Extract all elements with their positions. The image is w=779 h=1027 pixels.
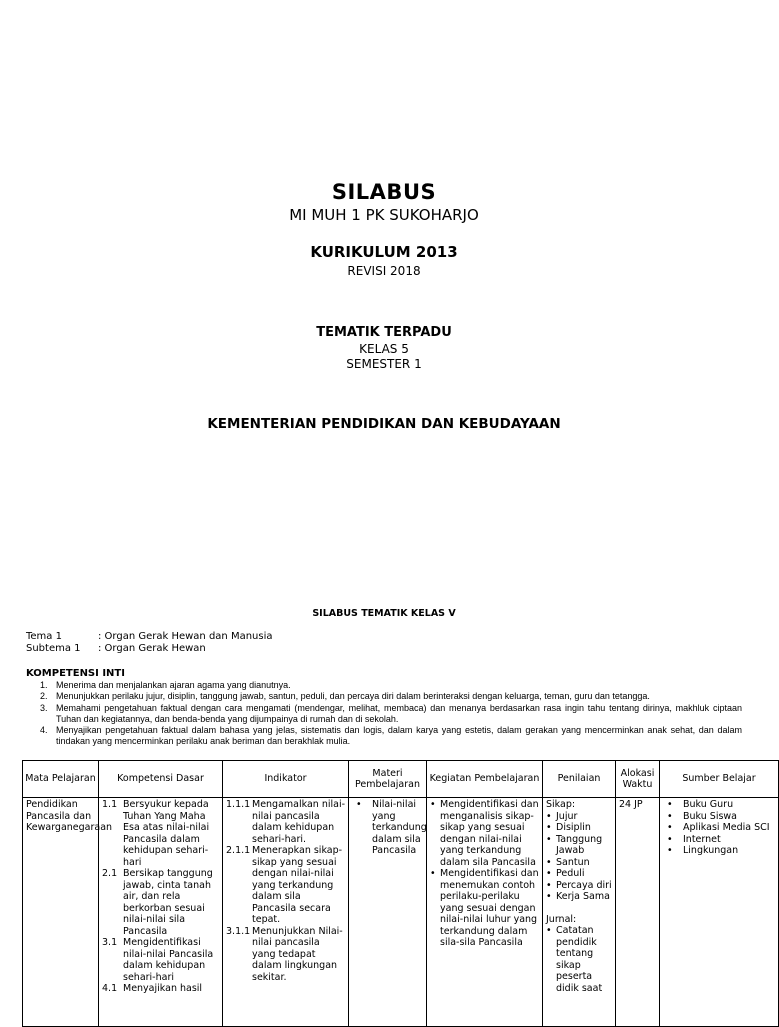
sumber-item	[663, 799, 775, 811]
kd-number: 4.1	[102, 983, 118, 994]
bullet-icon: •	[430, 799, 436, 810]
header-kompetensi-dasar: Kompetensi Dasar	[99, 761, 223, 798]
kd-item	[102, 868, 219, 937]
ki-item	[26, 691, 742, 702]
ki-text: Memahami pengetahuan faktual dengan cara mengamati (mendengar, melihat, membaca) dan menanya berdasarkan rasa ingin tahu tentang dirinya, makhluk ciptaan Tuhan dan kegiatannya, dan benda-benda yang dijumpainya di rumah dan di sekolah.	[56, 702, 742, 724]
sikap-text: Jujur	[556, 810, 578, 822]
kd-text: Mengidentifikasi nilai-nilai Pancasila dalam kehidupan sehari-hari	[123, 937, 214, 983]
bullet-icon: •	[546, 856, 552, 868]
bullet-icon: •	[667, 810, 673, 822]
cell-kegiatan	[427, 798, 543, 1027]
indikator-text: Menerapkan sikap-sikap yang sesuai dengan nilai-nilai yang terkandung dalam sila Pancasila secara tepat.	[252, 845, 343, 925]
sikap-label: Sikap:	[546, 799, 576, 810]
syllabus-table	[22, 760, 779, 1027]
ki-item	[26, 703, 742, 726]
ki-number: 3.	[40, 702, 48, 713]
bullet-icon: •	[667, 845, 673, 856]
kd-item	[102, 937, 219, 983]
bullet-icon: •	[356, 799, 362, 810]
indikator-item	[226, 845, 345, 926]
bullet-icon: •	[546, 810, 552, 822]
bullet-icon: •	[546, 868, 552, 879]
school-name: MI MUH 1 PK SUKOHARJO	[289, 206, 479, 224]
kegiatan-text: Mengidentifikasi dan menganalisis sikap-sikap yang sesuai dengan nilai-nilai yang terkandung dalam sila Pancasila	[440, 799, 539, 868]
cell-penilaian	[543, 798, 616, 1027]
sumber-item	[663, 834, 775, 846]
sumber-text: Lingkungan	[683, 845, 739, 856]
sumber-text: Aplikasi Media SCI	[683, 822, 770, 833]
indikator-number: 1.1.1	[226, 799, 251, 810]
syllabus-section-title: SILABUS TEMATIK KELAS V	[312, 608, 456, 619]
curriculum-label: KURIKULUM 2013	[310, 243, 458, 261]
subtema-label: Subtema 1	[26, 643, 81, 654]
header-kegiatan: Kegiatan Pembelajaran	[427, 761, 543, 798]
theme-type: TEMATIK TERPADU	[316, 325, 452, 340]
header-mata-pelajaran: Mata Pelajaran	[23, 761, 99, 798]
alokasi-text: 24 JP	[619, 799, 643, 810]
tema-row	[26, 631, 273, 643]
kd-number: 2.1	[102, 868, 118, 879]
bullet-icon: •	[430, 868, 436, 879]
sikap-item	[546, 880, 612, 892]
bullet-icon: •	[667, 833, 673, 845]
header-alokasi-waktu: Alokasi Waktu	[616, 761, 660, 798]
bullet-icon: •	[546, 925, 552, 936]
semester-label: SEMESTER 1	[346, 357, 422, 371]
cell-alokasi-waktu	[616, 798, 660, 1027]
ki-text: Menyajikan pengetahuan faktual dalam bahasa yang jelas, sistematis dan logis, dalam karya yang estetis, dalam gerakan yang mencerminkan anak sehat, dan dalam tindakan yang mencerminkan perilaku anak beriman dan berakhlak mulia.	[56, 725, 742, 747]
ki-text: Menerima dan menjalankan ajaran agama yang dianutnya.	[56, 680, 291, 690]
sumber-text: Buku Guru	[683, 799, 734, 810]
ki-text: Menunjukkan perilaku jujur, disiplin, tanggung jawab, santun, peduli, dan percaya diri dalam berinteraksi dengan keluarga, teman, guru dan tetangga.	[56, 691, 650, 702]
sikap-text: Peduli	[556, 868, 585, 879]
kegiatan-text: Mengidentifikasi dan menemukan contoh perilaku-perilaku yang sesuai dengan nilai-nilai luhur yang terkandung dalam sila-sila Pancasila	[440, 868, 539, 948]
sumber-text: Internet	[683, 833, 721, 845]
bullet-icon: •	[546, 833, 552, 845]
ki-number: 1.	[40, 680, 48, 690]
bullet-icon: •	[546, 879, 552, 891]
mapel-text: Pendidikan Pancasila dan Kewarganegaraan	[26, 799, 113, 833]
ki-item	[26, 725, 742, 748]
kd-item	[102, 983, 219, 995]
sikap-text: Santun	[556, 856, 590, 868]
ki-list	[26, 680, 742, 748]
cell-sumber-belajar	[660, 798, 779, 1027]
ki-number: 2.	[40, 691, 48, 702]
sikap-item	[546, 822, 612, 834]
ki-number: 4.	[40, 725, 48, 736]
header-materi: Materi Pembelajaran	[349, 761, 427, 798]
kd-text: Bersikap tanggung jawab, cinta tanah air, dan rela berkorban sesuai nilai-nilai sila Pancasila	[123, 868, 213, 937]
cover-title: SILABUS	[331, 180, 437, 204]
sikap-item	[546, 891, 612, 903]
subtema-value: : Organ Gerak Hewan	[98, 643, 206, 654]
materi-item	[352, 799, 427, 857]
subtema-row	[26, 643, 273, 655]
sikap-item	[546, 811, 612, 823]
kd-text: Menyajikan hasil	[123, 983, 203, 994]
header-sumber-belajar: Sumber Belajar	[660, 761, 779, 798]
sumber-text: Buku Siswa	[683, 810, 737, 822]
indikator-text: Mengamalkan nilai-nilai pancasila dalam kehidupan sehari-hari.	[252, 799, 346, 845]
sumber-item	[663, 822, 775, 834]
tema-label: Tema 1	[26, 631, 62, 642]
materi-text: Nilai-nilai yang terkandung dalam sila Pancasila	[372, 799, 427, 856]
kd-number: 1.1	[102, 799, 118, 810]
sikap-text: Tanggung Jawab	[556, 833, 603, 856]
kd-text: Bersyukur kepada Tuhan Yang Maha Esa atas nilai-nilai Pancasila dalam kehidupan sehari-hari	[123, 799, 210, 868]
cell-kompetensi-dasar	[99, 798, 223, 1027]
indikator-item	[226, 799, 345, 845]
bullet-icon: •	[667, 799, 673, 810]
sumber-item	[663, 811, 775, 823]
jurnal-text: Catatan pendidik tentang sikap peserta didik saat	[556, 925, 603, 994]
sikap-text: Kerja Sama	[556, 891, 610, 902]
tema-value: : Organ Gerak Hewan dan Manusia	[98, 631, 273, 642]
theme-info	[26, 631, 273, 655]
kd-item	[102, 799, 219, 868]
cell-indikator	[223, 798, 349, 1027]
ki-item	[26, 680, 742, 691]
sikap-item	[546, 857, 612, 869]
table-header-row	[23, 761, 779, 798]
kd-number: 3.1	[102, 937, 118, 948]
indikator-number: 2.1.1	[226, 845, 251, 856]
ministry-label: KEMENTERIAN PENDIDIKAN DAN KEBUDAYAAN	[207, 416, 561, 432]
sikap-item	[546, 868, 612, 880]
table-row	[23, 798, 779, 1027]
jurnal-item	[546, 925, 612, 994]
revision-label: REVISI 2018	[347, 264, 421, 278]
sikap-item	[546, 834, 612, 857]
sikap-text: Disiplin	[556, 822, 591, 833]
indikator-item	[226, 926, 345, 984]
indikator-text: Menunjukkan Nilai-nilai pancasila yang tedapat dalam lingkungan sekitar.	[252, 925, 343, 983]
bullet-icon: •	[667, 822, 673, 833]
bullet-icon: •	[546, 891, 552, 902]
header-penilaian: Penilaian	[543, 761, 616, 798]
header-indikator: Indikator	[223, 761, 349, 798]
cell-materi	[349, 798, 427, 1027]
bullet-icon: •	[546, 822, 552, 833]
sikap-text: Percaya diri	[556, 879, 612, 891]
ki-heading: KOMPETENSI INTI	[26, 668, 125, 679]
kegiatan-item	[430, 799, 539, 868]
grade-label: KELAS 5	[359, 342, 409, 356]
jurnal-label: Jurnal:	[546, 913, 577, 925]
indikator-number: 3.1.1	[226, 925, 251, 937]
sumber-item	[663, 845, 775, 857]
kegiatan-item	[430, 868, 539, 949]
